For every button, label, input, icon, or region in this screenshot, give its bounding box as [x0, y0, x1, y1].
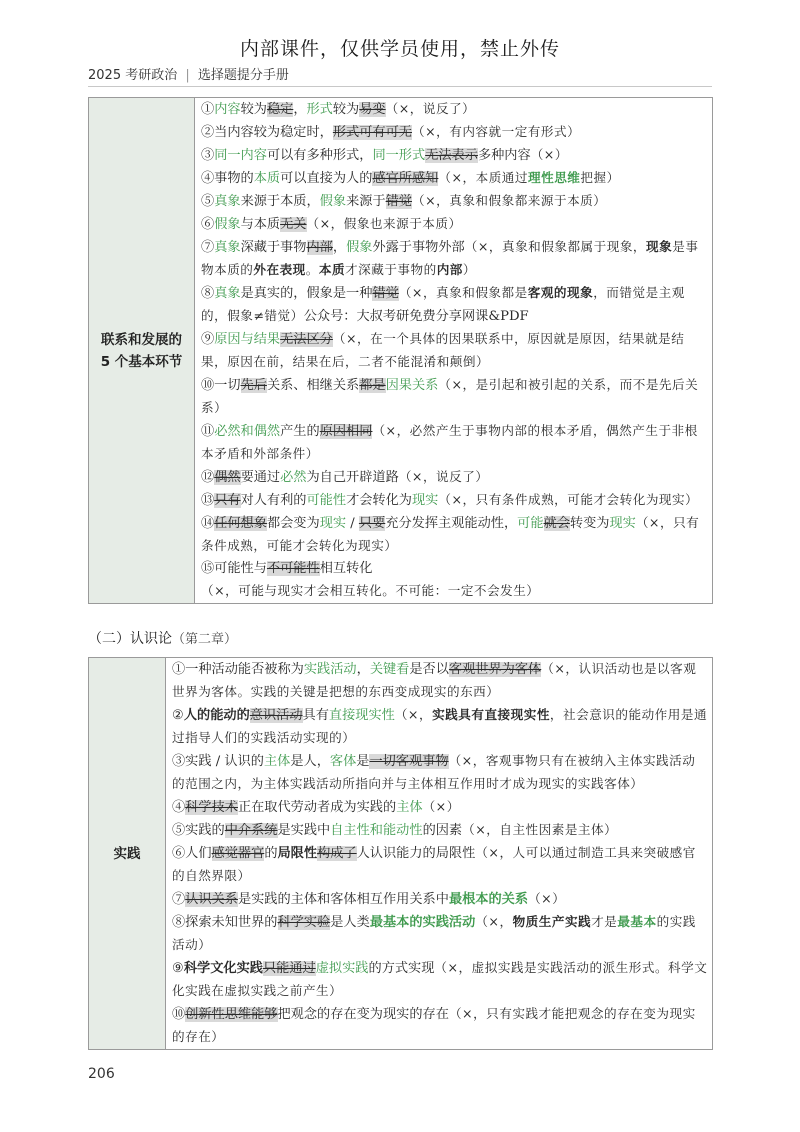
table-dialectics — [88, 97, 713, 604]
list-item: ⑩一切先后关系、相继关系都是因果关系（×，是引起和被引起的关系，而不是先后关系） — [201, 377, 699, 415]
list-item: ⑥假象与本质无关（×，假象也来源于本质） — [201, 216, 462, 232]
items-cell — [195, 98, 713, 604]
list-item: ⑥人们感觉器官的局限性构成了人认识能力的局限性（×，人可以通过制造工具来突破感官的自然界限） — [172, 845, 696, 883]
list-item: ⑨原因与结果无法区分（×，在一个具体的因果联系中，原因就是原因，结果就是结果，原因在前，结果在后，二者不能混淆和颠倒） — [201, 331, 685, 369]
list-item: ⑬只有对人有利的可能性才会转化为现实（×，只有条件成熟，可能才会转化为现实） — [201, 492, 699, 508]
book-header — [88, 64, 289, 83]
section-chapter-text: （第二章） — [172, 632, 238, 647]
table-epistemology — [88, 657, 713, 1050]
topic-label: 实践 — [113, 845, 141, 862]
items-cell — [166, 658, 713, 1050]
header-rule — [88, 86, 712, 87]
list-item: ②当内容较为稳定时，形式可有可无（×，有内容就一定有形式） — [201, 124, 581, 140]
list-item: ⑨科学文化实践只能通过虚拟实践的方式实现（×，虚拟实践是实践活动的派生形式。科学文化实践在虚拟实践之前产生） — [172, 960, 708, 998]
list-item: ⑩创新性思维能够把观念的存在变为现实的存在（×，只有实践才能把观念的存在变为现实的存在） — [172, 1006, 696, 1044]
list-item: ③同一内容可以有多种形式，同一形式无法表示多种内容（×） — [201, 147, 568, 163]
list-item: ③实践 / 认识的主体是人，客体是一切客观事物（×，客观事物只有在被纳入主体实践活动的范围之内，为主体实践活动所指向并与主体相互作用时才成为现实的实践客体） — [172, 753, 696, 791]
watermark-banner: 内部课件，仅供学员使用，禁止外传 — [239, 38, 560, 60]
list-item: ⑤实践的中介系统是实践中自主性和能动性的因素（×，自主性因素是主体） — [172, 822, 618, 838]
list-item: ⑧真象是真实的，假象是一种错觉（×，真象和假象都是客观的现象，而错觉是主观的，假象≠错觉）公众号：大叔考研免费分享网课&PDF — [201, 285, 685, 324]
section-title-text: （二）认识论 — [88, 631, 172, 647]
topic-label: 联系和发展的 5 个基本环节 — [100, 331, 183, 370]
list-item: ⑮可能性与不可能性相互转化（×，可能与现实才会相互转化。不可能：一定不会发生） — [201, 561, 540, 598]
page-number: 206 — [88, 1066, 115, 1082]
list-item: ①一种活动能否被称为实践活动，关键看是否以客观世界为客体（×，认识活动也是以客观世界为客体。实践的关键是把想的东西变成现实的东西） — [172, 661, 697, 699]
topic-cell — [89, 98, 195, 604]
header-year-subject: 2025 考研政治 — [88, 68, 178, 83]
list-item: ⑪必然和偶然产生的原因相同（×，必然产生于事物内部的根本矛盾，偶然产生于非根本矛盾和外部条件） — [201, 423, 698, 461]
list-item: ④事物的本质可以直接为人的感官所感知（×，本质通过理性思维把握） — [201, 170, 620, 186]
section-heading — [88, 628, 237, 648]
list-item: ⑧探索未知世界的科学实验是人类最基本的实践活动（×，物质生产实践才是最基本的实践活动） — [172, 914, 696, 952]
list-item: ⑫偶然要通过必然为自己开辟道路（×，说反了） — [201, 469, 489, 485]
list-item: ②人的能动的意识活动具有直接现实性（×，实践具有直接现实性，社会意识的能动作用是通过指导人们的实践活动实现的） — [172, 707, 708, 745]
header-separator: | — [185, 68, 190, 83]
list-item: ⑭任何想象都会变为现实 / 只要充分发挥主观能动性，可能就会转变为现实（×，只有条件成熟，可能才会转化为现实） — [201, 515, 700, 553]
topic-cell — [89, 658, 166, 1050]
list-item: ①内容较为稳定，形式较为易变（×，说反了） — [201, 101, 476, 117]
list-item: ④科学技术正在取代劳动者成为实践的主体（×） — [172, 799, 460, 815]
list-item: ⑦真象深藏于事物内部，假象外露于事物外部（×，真象和假象都属于现象，现象是事物本质的外在表现。本质才深藏于事物的内部） — [201, 239, 699, 277]
list-item: ⑦认识关系是实践的主体和客体相互作用关系中最根本的关系（×） — [172, 891, 566, 907]
list-item: ⑤真象来源于本质，假象来源于错觉（×，真象和假象都来源于本质） — [201, 193, 607, 209]
header-book-title: 选择题提分手册 — [197, 68, 289, 83]
